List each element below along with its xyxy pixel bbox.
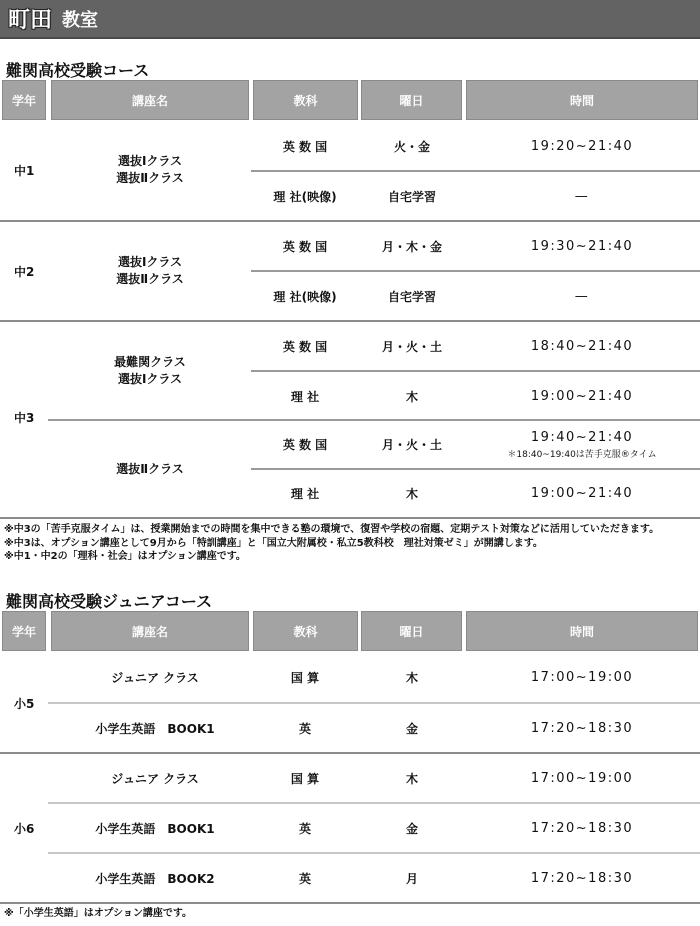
- header-day: 曜日: [361, 80, 462, 120]
- time-cell: 17:20~18:30: [530, 721, 634, 736]
- day-cell: 木: [405, 671, 418, 685]
- note-line: ※「小学生英語」はオプション講座です。: [4, 908, 193, 919]
- time-cell: 17:20~18:30: [530, 870, 634, 886]
- course-title: 難関高校受験ジュニアコース: [6, 592, 213, 611]
- course-name: [50, 421, 250, 517]
- header-course-name: 講座名: [51, 80, 249, 120]
- time-cell: 18:40~21:40: [530, 338, 634, 354]
- course-name-line: 選抜Ⅰクラス: [117, 255, 183, 269]
- grade-label: 小5: [14, 696, 35, 711]
- subject-cell: 理 社(映像): [273, 289, 337, 304]
- subject-cell: 国 算: [290, 771, 320, 786]
- time-cell: [464, 421, 700, 468]
- time-cell: 19:20~21:40: [530, 138, 634, 154]
- course-name-line: 選抜Ⅱクラス: [116, 171, 184, 185]
- day-cell: 火・金: [393, 139, 430, 154]
- header-day: 曜日: [361, 611, 462, 651]
- note-line: ※中1・中2の「理科・社会」はオプション講座です。: [4, 551, 246, 562]
- subject-cell: 英: [298, 821, 311, 836]
- course-name-line: 選抜Ⅱクラス: [116, 461, 184, 476]
- day-cell: 月・火・土: [381, 438, 442, 452]
- subject-cell: 英 数 国: [282, 239, 328, 254]
- time-cell: 19:30~21:40: [530, 238, 634, 254]
- day-cell: 木: [405, 487, 418, 501]
- day-cell: 月: [405, 871, 418, 886]
- header-subject: 教科: [253, 611, 358, 651]
- classroom-label: 教室: [62, 9, 99, 31]
- header-subject: 教科: [253, 80, 358, 120]
- subject-cell: 英 数 国: [282, 438, 328, 452]
- course-name-line: 選抜Ⅰクラス: [117, 154, 183, 168]
- time-cell: 17:00~19:00: [530, 770, 634, 786]
- day-cell: 木: [405, 389, 418, 404]
- subject-cell: 英 数 国: [282, 339, 328, 354]
- header-time: 時間: [466, 611, 698, 651]
- header-course-name: 講座名: [51, 611, 249, 651]
- note-line: ※中3の「苦手克服タイム」は、授業開始までの時間を集中できる塾の環境で、復習や学校の宿題、定期テスト対策などに活用していただきます。: [4, 524, 660, 535]
- table-bottom-border: [0, 517, 700, 519]
- time-cell: 19:00~21:40: [530, 486, 634, 501]
- course-name: ジュニア クラス: [111, 671, 199, 685]
- grade-label: 中2: [14, 264, 35, 279]
- header-grade: 学年: [2, 80, 46, 120]
- note-line: ※中3は、オプション講座として9月から「特訓講座」と「国立大附属校・私立5教科校 理社対策ゼミ」が開講します。: [4, 537, 543, 549]
- time-note: ＊18:40~19:40は苦手克服®タイム: [507, 449, 657, 460]
- subject-cell: 理 社: [290, 487, 320, 501]
- subject-cell: 英: [298, 722, 311, 736]
- day-cell: 自宅学習: [387, 289, 436, 304]
- grade-label: 中1: [14, 163, 35, 178]
- day-cell: 月・火・土: [381, 339, 442, 354]
- header-time: 時間: [466, 80, 698, 120]
- course-name-line: 選抜Ⅰクラス: [117, 372, 183, 386]
- course-name: 小学生英語 BOOK2: [95, 871, 215, 886]
- day-cell: 金: [405, 722, 418, 736]
- course-name: [50, 120, 250, 220]
- time-cell: —: [574, 188, 590, 204]
- classroom-name: 町田: [8, 8, 53, 33]
- day-cell: 金: [405, 821, 418, 836]
- course-notes: [4, 907, 192, 921]
- course-name-line: 最難関クラス: [114, 355, 186, 369]
- course-title: 難関高校受験コース: [6, 61, 150, 80]
- course-name: [50, 322, 250, 420]
- course-name: [50, 222, 250, 320]
- course-name: ジュニア クラス: [111, 771, 199, 786]
- time-value: 19:40~21:40: [530, 429, 634, 445]
- table-bottom-border: [0, 902, 700, 904]
- subject-cell: 理 社(映像): [273, 189, 337, 204]
- time-cell: 17:20~18:30: [530, 820, 634, 836]
- day-cell: 自宅学習: [387, 189, 436, 204]
- grade-label: 小6: [14, 821, 35, 836]
- header-grade: 学年: [2, 611, 46, 651]
- time-cell: —: [574, 288, 590, 304]
- time-cell: 19:00~21:40: [530, 388, 634, 404]
- day-cell: 木: [405, 771, 418, 786]
- course-name: 小学生英語 BOOK1: [95, 821, 215, 836]
- grade-label: 中3: [14, 410, 35, 425]
- subject-cell: 理 社: [290, 389, 320, 404]
- subject-cell: 英 数 国: [282, 139, 328, 154]
- subject-cell: 英: [298, 871, 311, 886]
- day-cell: 月・木・金: [381, 239, 442, 254]
- time-cell: 17:00~19:00: [530, 670, 634, 685]
- subject-cell: 国 算: [290, 671, 320, 685]
- course-notes: [4, 523, 659, 564]
- course-name: 小学生英語 BOOK1: [95, 722, 215, 736]
- course-name-line: 選抜Ⅱクラス: [116, 272, 184, 286]
- classroom-title-bar: [0, 0, 700, 39]
